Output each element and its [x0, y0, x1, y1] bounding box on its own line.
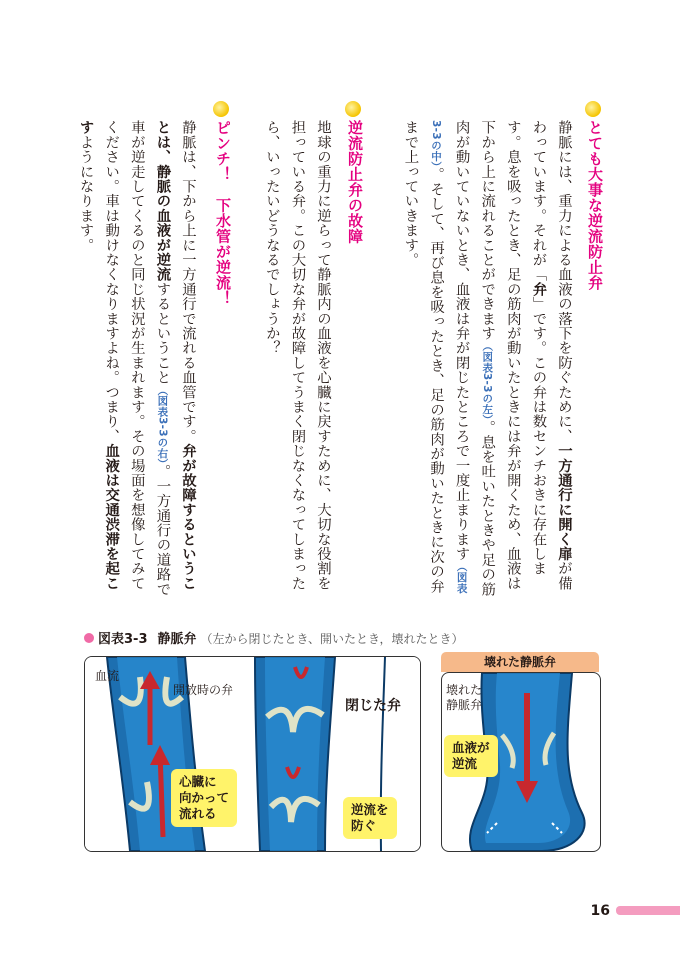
section-paragraph: [260, 120, 335, 598]
backflow-label: 血液が 逆流: [444, 735, 498, 777]
vein-valve-illustration: [84, 656, 421, 852]
broken-valve-label: 壊れた 静脈弁: [446, 683, 483, 712]
figure-reference: （図表3-3の左）: [481, 340, 494, 420]
page-number: 16: [590, 903, 610, 919]
heading-bullet-icon: [585, 101, 601, 117]
caption-bullet-icon: [84, 633, 94, 643]
body-text: 静脈には、重力による血液の落下を防ぐために、: [556, 120, 572, 444]
open-valve-label: 開放時の弁: [173, 683, 234, 697]
figure-title: 静脈弁: [157, 632, 197, 647]
section-paragraph: [77, 120, 200, 598]
emphasis-text: 一方通行に開く扉: [556, 443, 572, 562]
section-heading: 逆流防止弁の故障: [346, 120, 364, 244]
figure-subtitle: （左から閉じたとき、開いたとき，壊れたとき）: [200, 632, 464, 646]
figure-number: 図表3-3: [98, 632, 148, 647]
blood-flow-label: 血流: [95, 669, 120, 683]
body-text: 。一方通行の道路で車が逆走してくるのと同じ状況が生まれます。その場面を想像してみてください。車は動けなくなりますよね。つまり、: [103, 120, 171, 597]
heading-bullet-icon: [345, 101, 361, 117]
body-text: 。そして、再び息を吸ったとき、足の筋肉が動いたときに次の弁まで上っていきます。: [402, 120, 445, 594]
toward-heart-label: 心臓に 向かって 流れる: [171, 769, 237, 827]
emphasis-text: 弁が故障するということは、静脈の血液が逆流: [154, 120, 196, 591]
figure-reference: （図表3-3の右）: [156, 384, 169, 465]
emphasis-text: 弁: [530, 281, 547, 297]
body-text: 。息を吐いたときや足の筋肉が動いていないとき、血液は弁が閉じたところで一度止まります: [453, 120, 496, 597]
heading-bullet-icon: [213, 101, 229, 117]
page-tab-decoration: [616, 906, 680, 915]
figure-reference: （図表3-3の中）: [430, 120, 468, 594]
body-text: するということ: [154, 281, 171, 385]
broken-valve-tab: 壊れた静脈弁: [441, 652, 599, 672]
section-paragraph: [386, 120, 576, 598]
section-heading: とても大事な逆流防止弁: [586, 120, 604, 291]
prevent-backflow-label: 逆流を 防ぐ: [343, 797, 397, 839]
body-text: 静脈は、下から上に一方通行で流れる血管です。: [180, 120, 196, 444]
broken-valve-illustration: [441, 672, 601, 852]
body-text: 」です。この弁は数センチおきに存在します。息を吸ったとき、足の筋肉が動いたときには弁が開くため、血液は下から上に流れることができます: [479, 120, 547, 591]
figure-caption: [84, 628, 464, 647]
body-text: が備わっています。それが「: [530, 120, 572, 591]
closed-valve-label: 閉じた弁: [345, 698, 401, 714]
emphasis-text: 血液は交通渋滞を起こす: [77, 120, 120, 591]
section-heading: ピンチ！ 下水管が逆流！: [214, 120, 232, 306]
body-text: ようになります。: [77, 134, 94, 253]
body-text: 地球の重力に逆らって静脈内の血液を心臓に戻すために、大切な役割を担っている弁。この大切な弁が故障してうまく閉じなくなってしまったら、いったいどうなるでしょうか？: [263, 120, 331, 591]
